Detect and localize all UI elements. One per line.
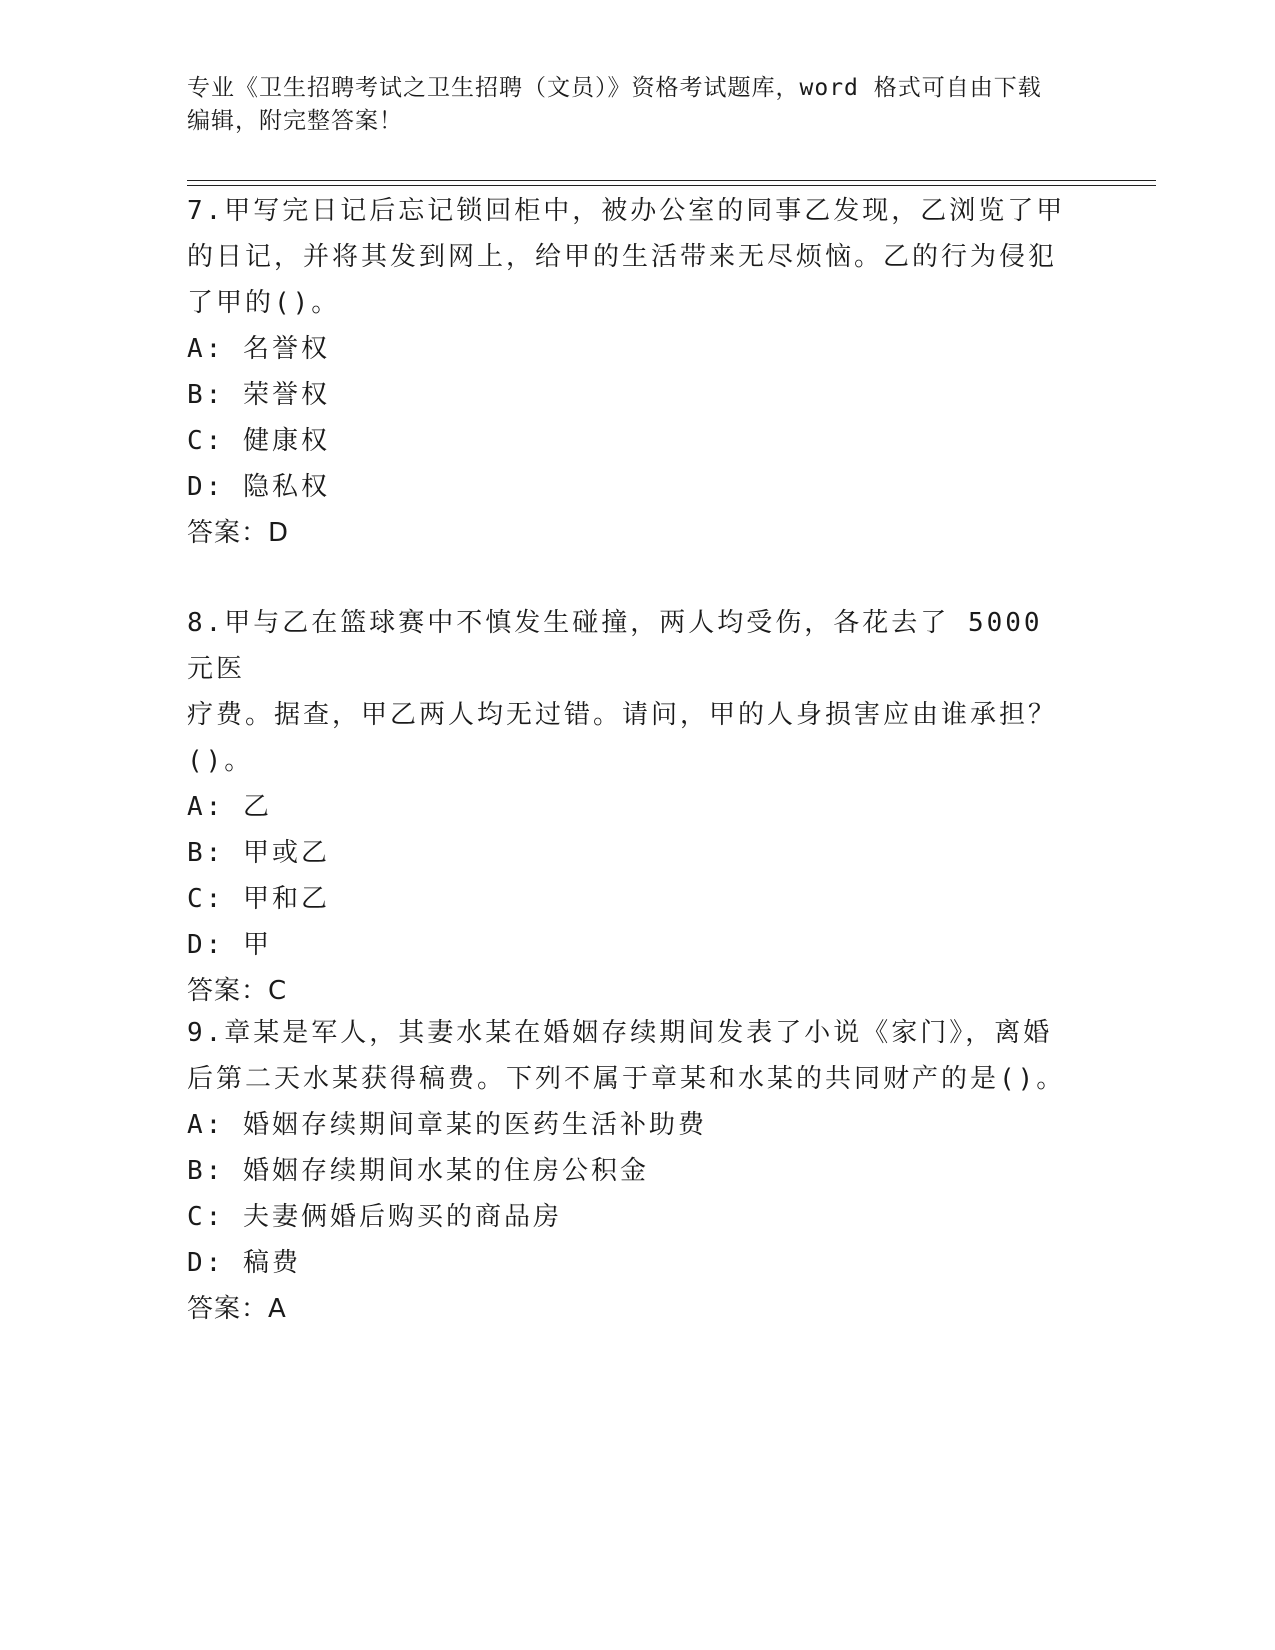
question-8 xyxy=(187,600,1087,1014)
question-text-line: 疗费。据查，甲乙两人均无过错。请问，甲的人身损害应由谁承担？ xyxy=(187,700,1058,730)
answer-line: 答案：D xyxy=(187,518,290,548)
option-b: B: 甲或乙 xyxy=(187,838,330,868)
option-d: D: 稿费 xyxy=(187,1248,301,1278)
document-header xyxy=(187,72,1087,138)
option-b: B: 荣誉权 xyxy=(187,380,330,410)
question-text-line: 后第二天水某获得稿费。下列不属于章某和水某的共同财产的是()。 xyxy=(187,1064,1066,1094)
option-a: A: 名誉权 xyxy=(187,334,330,364)
option-c: C: 夫妻俩婚后购买的商品房 xyxy=(187,1202,562,1232)
question-text-line: 9.章某是军人，其妻水某在婚姻存续期间发表了小说《家门》，离婚 xyxy=(187,1018,1053,1048)
question-text-line: 的日记，并将其发到网上，给甲的生活带来无尽烦恼。乙的行为侵犯 xyxy=(187,242,1058,272)
option-a: A: 乙 xyxy=(187,792,272,822)
option-a: A: 婚姻存续期间章某的医药生活补助费 xyxy=(187,1110,707,1140)
option-c: C: 甲和乙 xyxy=(187,884,330,914)
header-divider-bottom xyxy=(187,185,1156,186)
header-line-2: 编辑，附完整答案！ xyxy=(187,108,403,134)
option-d: D: 隐私权 xyxy=(187,472,330,502)
question-7 xyxy=(187,188,1087,556)
question-text-line: 7.甲写完日记后忘记锁回柜中，被办公室的同事乙发现，乙浏览了甲 xyxy=(187,196,1066,226)
header-line-1: 专业《卫生招聘考试之卫生招聘（文员）》资格考试题库，word 格式可自由下载 xyxy=(187,75,1042,101)
answer-line: 答案：C xyxy=(187,976,288,1006)
header-divider-top xyxy=(187,180,1156,181)
answer-line: 答案：A xyxy=(187,1294,287,1324)
option-d: D: 甲 xyxy=(187,930,272,960)
question-text-line: 8.甲与乙在篮球赛中不慎发生碰撞，两人均受伤，各花去了 5000 元医 xyxy=(187,608,1043,684)
question-text-line: 了甲的()。 xyxy=(187,288,341,318)
question-text-line: ()。 xyxy=(187,746,254,776)
option-c: C: 健康权 xyxy=(187,426,330,456)
option-b: B: 婚姻存续期间水某的住房公积金 xyxy=(187,1156,649,1186)
question-9 xyxy=(187,1010,1087,1332)
